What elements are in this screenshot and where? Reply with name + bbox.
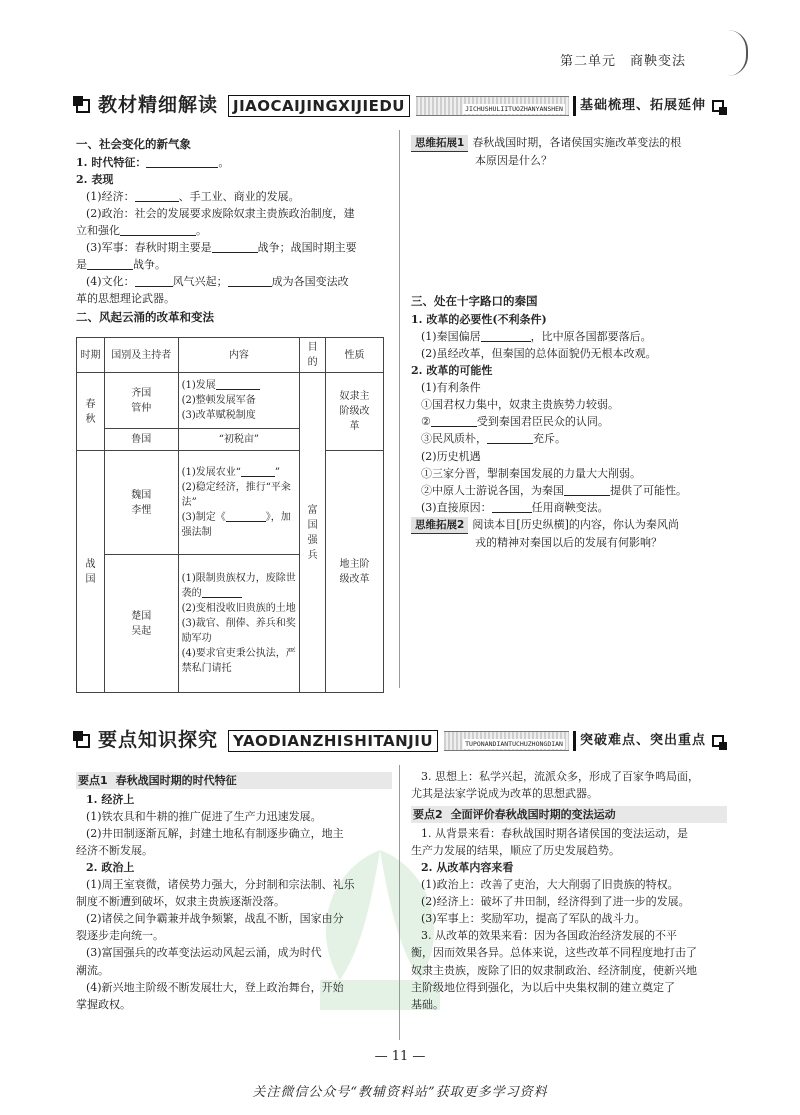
- column-divider: [399, 130, 400, 688]
- text-line: (2)经济上：破坏了井田制，经济得到了进一步的发展。: [421, 895, 690, 909]
- table-header: 性质: [326, 338, 384, 373]
- text-line: (2)虽经改革，但秦国的总体面貌仍无根本改观。: [421, 347, 657, 361]
- text-line: 制度不断遭到破坏，奴隶主贵族逐渐没落。: [76, 895, 285, 909]
- text-line: (2)井田制逐渐瓦解，封建土地私有制逐步确立，地主: [86, 827, 344, 841]
- section-banner-textbook: [76, 92, 724, 120]
- text-line: 基础。: [411, 997, 444, 1011]
- left-column-keypoints: [76, 768, 392, 1013]
- banner-subtitle: 基础梳理、拓展延伸: [573, 96, 706, 116]
- text-line: 潮流。: [76, 963, 109, 977]
- text-line: (1)有利条件: [421, 381, 481, 395]
- banner-pinyin: YAODIANZHISHITANJIU: [228, 730, 438, 752]
- text-line: (3)富国强兵的改革变法运动风起云涌，成为时代: [86, 946, 322, 960]
- text-line: ② 受到秦国君臣民众的认同。: [421, 415, 609, 429]
- banner-subtitle: 突破难点、突出重点: [573, 731, 706, 751]
- subheading: 2. 政治上: [86, 861, 135, 875]
- text-line: 生产力发展的结果，顺应了历史发展趋势。: [411, 844, 620, 858]
- text-line: 3. 从改革的效果来看：因为各国政治经济发展的不平: [421, 929, 677, 943]
- key-point-heading: 要点2 全面评价春秋战国时期的变法运动: [411, 806, 727, 823]
- table-header: 国别及主持者: [104, 338, 178, 373]
- footer-note: 关注微信公众号“教辅资料站”获取更多学习资料: [252, 1085, 548, 1100]
- banner-bar: [416, 96, 569, 116]
- text-line: ②中原人士游说各国，为秦国 提供了可能性。: [421, 483, 687, 497]
- section-banner-keypoints: [76, 727, 724, 755]
- text-line: 戎的精神对秦国以后的发展有何影响？: [475, 535, 662, 549]
- content-cell: “初税亩”: [178, 429, 300, 451]
- nature-cell: 奴隶主阶级改革: [326, 373, 384, 451]
- banner-bar: [444, 731, 569, 751]
- banner-pinyin: JIAOCAIJINGXIJIEDU: [228, 95, 410, 117]
- text-line: (1)经济： 、手工业、商业的发展。: [86, 189, 300, 203]
- extension-tag: 思维拓展2: [411, 517, 468, 534]
- country-cell: 鲁国: [104, 429, 178, 451]
- content-cell: (1)发展农业“ ” (2)稳定经济，推行“平籴法” (3)制定《 》，加强法制: [178, 451, 300, 555]
- text-line: 是 战争。: [76, 258, 166, 272]
- text-line: 尤其是法家学说成为改革的思想武器。: [411, 787, 598, 801]
- subheading: 1. 经济上: [86, 793, 135, 807]
- text-line: 本原因是什么？: [475, 154, 552, 168]
- subheading: 2. 改革的可能性: [411, 364, 493, 378]
- text-line: (1)周王室衰微，诸侯势力强大，分封制和宗法制、礼乐: [86, 878, 355, 892]
- text-line: 裂逐步走向统一。: [76, 929, 164, 943]
- text-line: 1. 时代特征： 。: [76, 155, 230, 169]
- table-header: 目的: [300, 338, 326, 373]
- table-row: [77, 451, 384, 555]
- text-line: (1)政治上：改善了吏治，大大削弱了旧贵族的特权。: [421, 878, 679, 892]
- right-column-textbook: [411, 134, 727, 551]
- banner-small-text: TUPONANDIANTUCHUZHONGDIAN: [465, 739, 563, 748]
- square-icon: [712, 735, 724, 747]
- table-row: [77, 373, 384, 429]
- country-cell: 楚国吴起: [104, 555, 178, 693]
- section-heading: 三、处在十字路口的秦国: [411, 294, 538, 309]
- period-cell: 春秋: [77, 373, 105, 451]
- table-header: 时期: [77, 338, 105, 373]
- text-line: (4)新兴地主阶级不断发展壮大，登上政治舞台，开始: [86, 980, 344, 994]
- unit-title: 第二单元 商鞅变法: [560, 54, 687, 69]
- thinking-extension-2: 思维拓展2 阅读本目[历史纵横]的内容，你认为秦风尚: [411, 516, 727, 534]
- key-point-heading: 要点1 春秋战国时期的时代特征: [76, 772, 392, 789]
- text-line: 奴隶主贵族，废除了旧的奴隶制政治、经济制度，使新兴地: [411, 963, 697, 977]
- country-cell: 魏国李悝: [104, 451, 178, 555]
- text-line: 主阶级地位得到强化，为以后中央集权制的建立奠定了: [411, 980, 675, 994]
- subheading: 1. 改革的必要性(不利条件): [411, 313, 547, 327]
- square-icon: [76, 734, 90, 748]
- goal-cell: 富国强兵: [300, 373, 326, 693]
- table-header-row: [77, 338, 384, 373]
- right-column-keypoints: [411, 768, 727, 1013]
- text-line: (1)秦国偏居 ，比中原各国都要落后。: [421, 330, 652, 344]
- left-column-textbook: [76, 134, 391, 327]
- text-line: 掌握政权。: [76, 997, 131, 1011]
- text-line: ①国君权力集中，奴隶主贵族势力较弱。: [421, 398, 619, 412]
- extension-tag: 思维拓展1: [411, 135, 468, 152]
- text-line: 革的思想理论武器。: [76, 292, 175, 306]
- text-line: 衡，因而效果各异。总体来说，这些改革不同程度地打击了: [411, 946, 697, 960]
- banner-title: 要点知识探究: [98, 729, 219, 752]
- reform-table: [76, 337, 384, 693]
- content-cell: (1)发展 (2)整顿发展军备 (3)改革赋税制度: [178, 373, 300, 429]
- country-cell: 齐国管仲: [104, 373, 178, 429]
- square-icon: [712, 100, 724, 112]
- text-line: 立和强化 。: [76, 224, 207, 237]
- text-line: (4)文化： 风气兴起； 成为各国变法改: [86, 275, 349, 289]
- square-icon: [76, 99, 90, 113]
- subheading: 2. 表现: [76, 172, 114, 186]
- column-divider: [399, 765, 400, 1040]
- banner-small-text: JICHUSHULIITUOZHANYANSHEN: [465, 104, 563, 113]
- section-heading: 一、社会变化的新气象: [76, 137, 191, 151]
- text-line: (1)铁农具和牛耕的推广促进了生产力迅速发展。: [86, 810, 322, 824]
- text-line: (2)政治：社会的发展要求废除奴隶主贵族政治制度，建: [86, 206, 355, 220]
- banner-title: 教材精细解读: [98, 94, 219, 117]
- page-number: — 11 —: [374, 1049, 426, 1064]
- text-line: (2)诸侯之间争霸兼并战争频繁，战乱不断，国家由分: [86, 912, 344, 926]
- text-line: (2)历史机遇: [421, 449, 481, 463]
- table-header: 内容: [178, 338, 300, 373]
- text-line: (3)军事上：奖励军功，提高了军队的战斗力。: [421, 912, 646, 926]
- content-cell: (1)限制贵族权力，废除世袭的 (2)变相没收旧贵族的土地 (3)裁官、削俸、养兵和奖励军功 (4)要求官吏秉公执法，严禁私门请托: [178, 555, 300, 693]
- nature-cell: 地主阶级改革: [326, 451, 384, 693]
- text-line: ③民风质朴， 充斥。: [421, 432, 566, 446]
- period-cell: 战国: [77, 451, 105, 693]
- answer-space: [411, 169, 727, 291]
- text-line: (3)军事：春秋时期主要是 战争；战国时期主要: [86, 241, 357, 255]
- text-line: (3)直接原因： 任用商鞅变法。: [421, 500, 609, 514]
- text-line: 3. 思想上：私学兴起，流派众多，形成了百家争鸣局面，: [421, 770, 699, 783]
- text-line: 1. 从背景来看：春秋战国时期各诸侯国的变法运动，是: [421, 827, 688, 841]
- header-curve-decoration: [728, 30, 748, 76]
- text-line: 经济不断发展。: [76, 844, 153, 858]
- thinking-extension-1: 思维拓展1 春秋战国时期，各诸侯国实施改革变法的根: [411, 134, 727, 152]
- text-line: ①三家分晋，掣制秦国发展的力量大大削弱。: [421, 466, 641, 480]
- subheading: 2. 从改革内容来看: [421, 861, 514, 875]
- section-heading: 二、风起云涌的改革和变法: [76, 310, 214, 325]
